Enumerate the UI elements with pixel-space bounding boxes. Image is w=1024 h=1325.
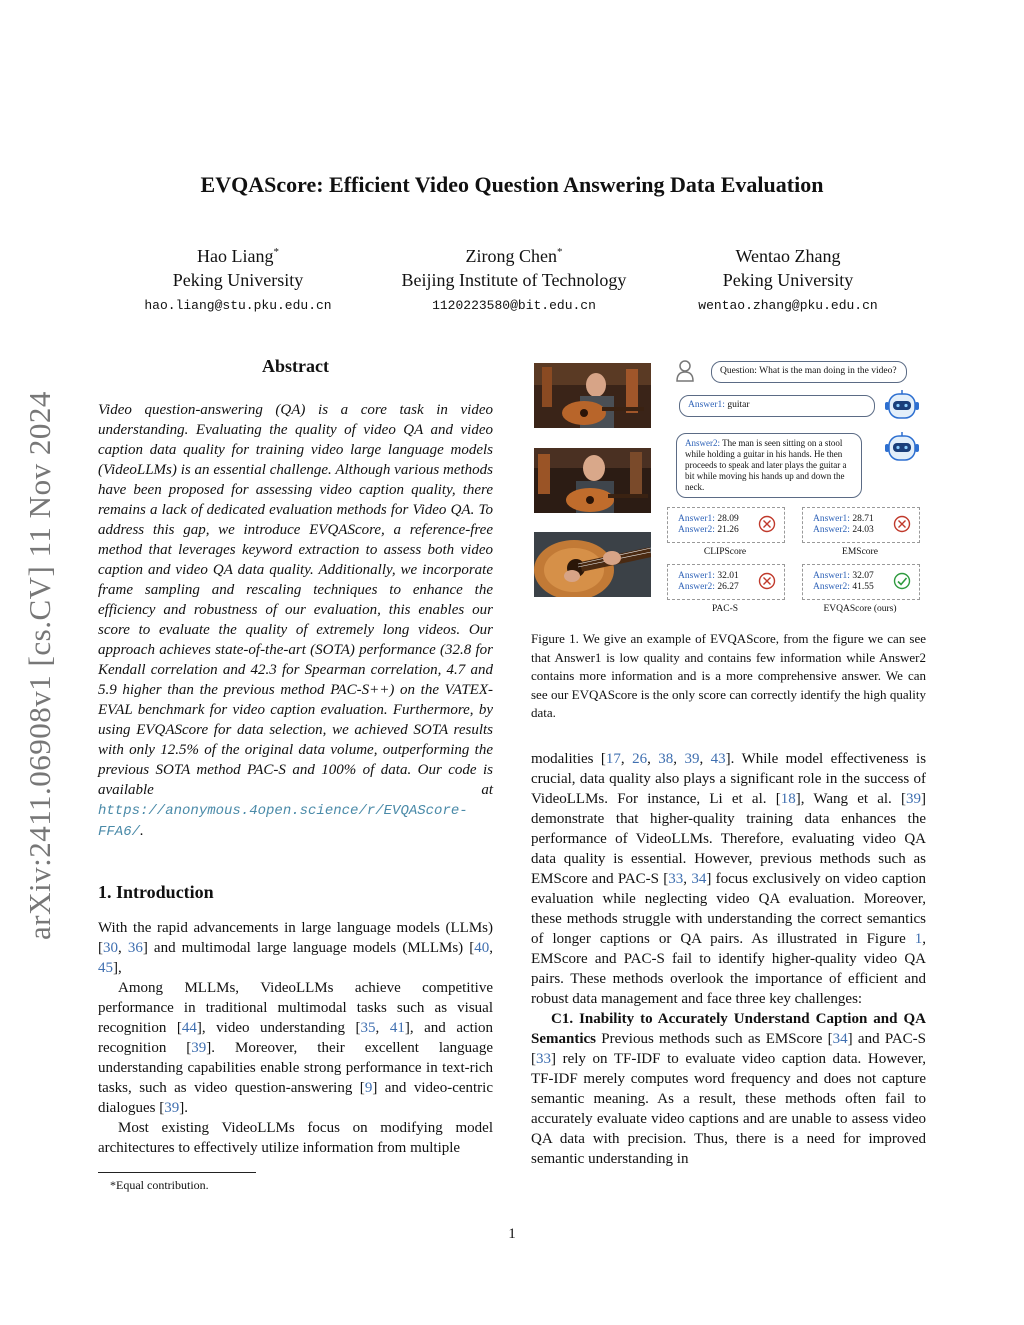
score-a2: 26.27 — [717, 582, 739, 592]
citation[interactable]: 39 — [684, 751, 700, 767]
score-a1: 32.07 — [852, 571, 874, 581]
answer2-label: Answer2: — [685, 438, 720, 448]
citation[interactable]: 39 — [164, 1100, 180, 1116]
score-a1: 28.71 — [852, 514, 874, 524]
section-heading-introduction: 1. Introduction — [98, 882, 214, 902]
citation[interactable]: 41 — [389, 1020, 405, 1036]
answer1-bubble — [679, 395, 875, 417]
citation[interactable]: 30 — [103, 940, 118, 956]
author-name: Wentao Zhang — [735, 246, 841, 266]
citation[interactable]: 43 — [710, 751, 726, 767]
robot-icon — [881, 388, 921, 422]
author-name: Hao Liang — [197, 246, 274, 266]
citation[interactable]: 18 — [780, 791, 796, 807]
author-email[interactable]: wentao.zhang@pku.edu.cn — [698, 298, 878, 313]
score-a2: 21.26 — [717, 525, 739, 535]
author-email[interactable]: hao.liang@stu.pku.edu.cn — [144, 298, 332, 313]
code-link[interactable]: https://anonymous.4open.science/r/EVQAScore-FFA6/ — [98, 803, 468, 840]
right-paragraph-1: modalities [17, 26, 38, 39, 43]. While model effectiveness is crucial, data quality also plays a significant role in the success of VideoLLMs. For instance, Li et al. [18], Wang et al. [39] demonstrate that higher-quality training data enhances the performance of VideoLLMs. Therefore, evaluating video QA data quality is essential. However, previous methods such as EMScore and PAC-S [33, 34] focus exclusively on video caption evaluation while neglecting video QA evaluation. Moreover, these methods struggle with understanding the correct semantics of longer captions or QA pairs. As illustrated in Figure 1, EMScore and PAC-S fail to identify higher-quality video QA pairs. These methods overlook the importance of efficient and robust data management and face three key challenges: — [531, 751, 927, 1007]
score-label: CLIPScore — [703, 547, 747, 557]
abstract-heading: Abstract — [262, 356, 329, 376]
answer1-label: Answer1: — [688, 400, 725, 410]
author-mark: * — [557, 246, 563, 258]
answer2-text: The man is seen sitting on a stool while holding a guitar in his hands. He then proceeds to speak and later plays the guitar a bit while moving his hands up and down the neck. — [685, 438, 847, 492]
author-1 — [128, 240, 348, 318]
cross-icon — [893, 515, 911, 533]
user-icon — [675, 359, 695, 383]
abstract-end: . — [140, 823, 144, 839]
score-label: PAC-S — [711, 604, 739, 614]
citation[interactable]: 38 — [658, 751, 674, 767]
answer2-bubble — [676, 433, 862, 498]
citation[interactable]: 17 — [605, 751, 621, 767]
author-mark: * — [273, 246, 279, 258]
question-bubble: Question: What is the man doing in the video? — [711, 361, 907, 383]
citation[interactable]: 36 — [127, 940, 143, 956]
cross-icon — [758, 515, 776, 533]
citation[interactable]: 9 — [364, 1080, 373, 1096]
author-affiliation: Beijing Institute of Technology — [401, 270, 627, 290]
citation[interactable]: 34 — [832, 1031, 848, 1047]
robot-icon — [881, 430, 921, 464]
author-email[interactable]: 1120223580@bit.edu.cn — [432, 298, 596, 313]
citation[interactable]: 33 — [668, 871, 684, 887]
score-box-clipscore: Answer1: 28.09 Answer2: 21.26 — [667, 507, 785, 543]
figure-1 — [531, 358, 931, 623]
figure-caption: Figure 1. We give an example of EVQAScore, from the figure we can see that Answer1 is low quality and contains few information while Answer2 contains more information and is a more comprehensive answer. We can see our EVQAScore is the only score can correctly identify the high quality data. — [531, 631, 926, 720]
citation[interactable]: 40 — [474, 940, 490, 956]
score-a2: 41.55 — [852, 582, 874, 592]
score-a2: 24.03 — [852, 525, 874, 535]
cross-icon — [758, 572, 776, 590]
score-label: EVQAScore (ours) — [823, 604, 897, 614]
right-paragraph-2: C1. Inability to Accurately Understand Caption and QA Semantics Previous methods such as EMScore [34] and PAC-S [33] rely on TF-IDF to evaluate video caption data. However, TF-IDF merely computes word frequency and does not capture semantic meaning. As a result, these methods often fail to accurately evaluate video captions and are unable to assess video QA data with precision. Thus, there is a need for improved semantic understanding in — [531, 1011, 927, 1167]
author-affiliation: Peking University — [172, 270, 304, 290]
citation[interactable]: 39 — [906, 791, 922, 807]
introduction-body — [98, 918, 493, 1158]
citation[interactable]: 44 — [181, 1020, 197, 1036]
video-frame-3 — [534, 532, 651, 597]
abstract-text: Video question-answering (QA) is a core task in video understanding. Evaluating the quality of video QA and video caption data quality for training video large language models (VideoLLMs) is an essential challenge. Although various methods have been proposed for assessing video caption quality, there remains a lack of dedicated evaluation methods for Video QA. To address this gap, we introduce EVQAScore, a reference-free method that leverages keyword extraction to assess both video caption and video QA data quality. Additionally, we incorporate frame sampling and rescaling techniques to enhance the efficiency and robustness of our evaluation, this enables our score to evaluate the quality of extremely long videos. Our approach achieves state-of-the-art (SOTA) performance (32.8 for Kendall correlation and 42.3 for Spearman correlation, 4.7 and 5.9 higher than the previous method PAC-S++) on the VATEX-EVAL benchmark for video caption evaluation. Furthermore, by using EVQAScore for data selection, we achieved SOTA results with only 12.5% of the original data volume, outperforming the previous SOTA method PAC-S and 100% of data. Our code is available at — [98, 402, 493, 798]
author-affiliation: Peking University — [722, 270, 854, 290]
video-frame-2 — [534, 448, 651, 513]
arxiv-side-label: arXiv:2411.06908v1 [cs.CV] 11 Nov 2024 — [22, 391, 57, 940]
footnote-rule — [98, 1172, 256, 1173]
citation[interactable]: 26 — [632, 751, 648, 767]
citation[interactable]: 33 — [536, 1051, 551, 1067]
check-icon — [893, 572, 911, 590]
score-a1: 32.01 — [717, 571, 739, 581]
intro-paragraph-2: Among MLLMs, VideoLLMs achieve competitive performance in traditional multimodal tasks such as visual recognition [44], video understanding [35, 41], and action recognition [39]. Moreover, their excellent language understanding capabilities enable strong performance in text-rich tasks, such as video question-answering [9] and video-centric dialogues [39]. — [98, 980, 493, 1116]
citation[interactable]: 35 — [360, 1020, 376, 1036]
answer1-text: guitar — [727, 400, 750, 410]
citation[interactable]: 34 — [691, 871, 707, 887]
intro-paragraph-3: Most existing VideoLLMs focus on modifying model architectures to effectively utilize information from multiple — [98, 1120, 493, 1156]
score-a1: 28.09 — [717, 514, 739, 524]
score-box-evqascore: Answer1: 32.07 Answer2: 41.55 — [802, 564, 920, 600]
challenge-heading: C1. Inability to Accurately Understand Caption and QA Semantics — [531, 1011, 926, 1047]
author-3 — [676, 240, 900, 318]
citation[interactable]: 39 — [191, 1040, 207, 1056]
figure-reference[interactable]: 1 — [914, 931, 923, 947]
author-name: Zirong Chen — [465, 246, 557, 266]
video-frame-1 — [534, 363, 651, 428]
intro-paragraph-1: With the rapid advancements in large language models (LLMs) [30, 36] and multimodal large language models (MLLMs) [40, 45], — [98, 920, 493, 976]
score-label: EMScore — [842, 547, 878, 557]
score-box-emscore: Answer1: 28.71 Answer2: 24.03 — [802, 507, 920, 543]
citation[interactable]: 45 — [98, 960, 113, 976]
author-2 — [384, 240, 644, 318]
page-number: 1 — [508, 1226, 516, 1242]
abstract-body — [98, 400, 493, 842]
score-box-pacs: Answer1: 32.01 Answer2: 26.27 — [667, 564, 785, 600]
footnote: *Equal contribution. — [110, 1178, 209, 1192]
paper-title: EVQAScore: Efficient Video Question Answering Data Evaluation — [200, 172, 824, 197]
right-column-body — [531, 749, 926, 1169]
